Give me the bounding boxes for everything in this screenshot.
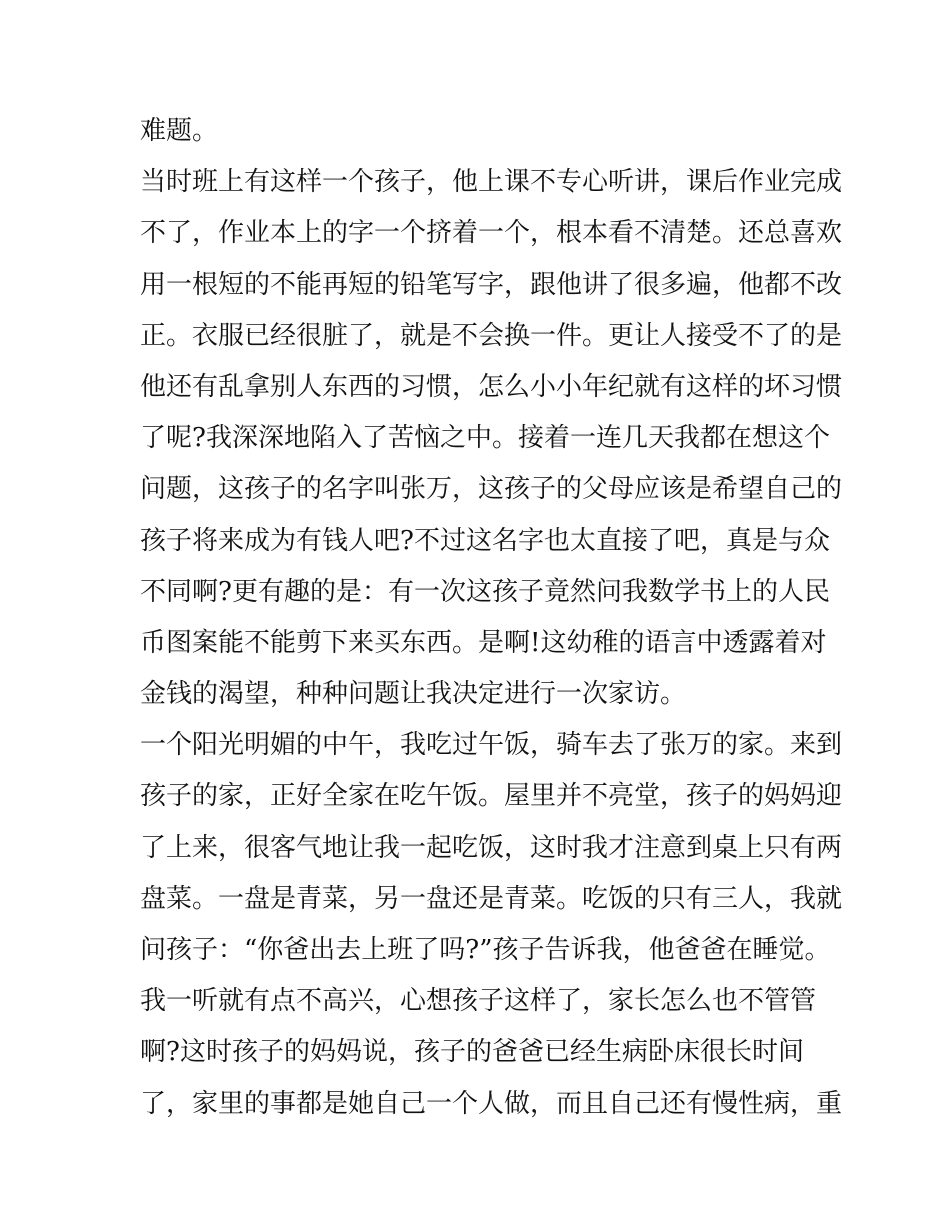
text-line: 金钱的渴望，种种问题让我决定进行一次家访。 xyxy=(140,679,687,710)
text-line: 币图案能不能剪下来买东西。是啊!这幼稚的语言中透露着对 xyxy=(140,627,827,658)
text-line: 当时班上有这样一个孩子，他上课不专心听讲，课后作业完成 xyxy=(140,167,843,198)
text-line: 了上来，很客气地让我一起吃饭，这时我才注意到桌上只有两 xyxy=(140,832,843,863)
text-line: 了，家里的事都是她自己一个人做，而且自己还有慢性病，重 xyxy=(140,1088,843,1119)
text-line: 不了，作业本上的字一个挤着一个，根本看不清楚。还总喜欢 xyxy=(140,218,843,249)
text-line: 正。衣服已经很脏了，就是不会换一件。更让人接受不了的是 xyxy=(140,320,843,351)
text-line: 了呢?我深深地陷入了苦恼之中。接着一连几天我都在想这个 xyxy=(140,423,830,454)
text-line: 孩子的家，正好全家在吃午饭。屋里并不亮堂，孩子的妈妈迎 xyxy=(140,781,843,812)
text-line: 一个阳光明媚的中午，我吃过午饭，骑车去了张万的家。来到 xyxy=(140,730,843,761)
text-line: 难题。 xyxy=(140,116,219,146)
text-line: 他还有乱拿别人东西的习惯，怎么小小年纪就有这样的坏习惯 xyxy=(140,371,843,402)
text-line: 啊?这时孩子的妈妈说，孩子的爸爸已经生病卧床很长时间 xyxy=(140,1037,804,1068)
text-line: 用一根短的不能再短的铅笔写字，跟他讲了很多遍，他都不改 xyxy=(140,269,843,300)
text-line: 我一听就有点不高兴，心想孩子这样了，家长怎么也不管管 xyxy=(140,986,817,1017)
text-line: 问题，这孩子的名字叫张万，这孩子的父母应该是希望自己的 xyxy=(140,474,843,505)
document-body xyxy=(140,106,843,1130)
text-line: 问孩子：“你爸出去上班了吗?”孩子告诉我，他爸爸在睡觉。 xyxy=(140,935,831,965)
text-line: 孩子将来成为有钱人吧?不过这名字也太直接了吧，真是与众 xyxy=(140,525,830,556)
text-line: 盘菜。一盘是青菜，另一盘还是青菜。吃饭的只有三人，我就 xyxy=(140,883,843,914)
text-line: 不同啊?更有趣的是：有一次这孩子竟然问我数学书上的人民 xyxy=(140,576,830,607)
